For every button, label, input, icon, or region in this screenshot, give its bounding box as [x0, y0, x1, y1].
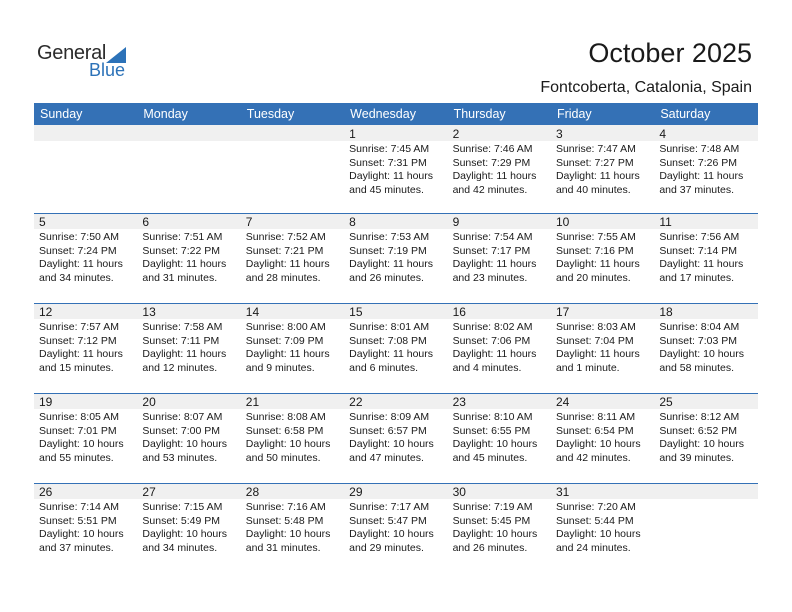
- sunrise-text: Sunrise: 8:07 AM: [142, 411, 223, 423]
- sunset-text: Sunset: 7:21 PM: [245, 244, 324, 257]
- empty-day-cell: [654, 483, 757, 555]
- daylight-text: Daylight: 10 hours: [39, 438, 124, 450]
- day-info: [556, 501, 654, 555]
- day-number: 3: [555, 127, 563, 141]
- day-number: 10: [555, 215, 570, 229]
- day-number: 17: [555, 305, 570, 319]
- daylight-text: Daylight: 10 hours: [245, 438, 331, 450]
- daylight-minutes-text: and 40 minutes.: [555, 183, 631, 196]
- sunrise-text: Sunrise: 7:45 AM: [349, 143, 430, 155]
- daylight-minutes-text: and 26 minutes.: [349, 271, 424, 284]
- daylight-text: Daylight: 10 hours: [555, 528, 641, 540]
- sunrise-text: Sunrise: 7:58 AM: [142, 321, 223, 333]
- day-info: [453, 411, 551, 465]
- daylight-text: Daylight: 11 hours: [555, 258, 640, 270]
- sunset-text: Sunset: 6:54 PM: [555, 424, 634, 437]
- daylight-text: Daylight: 10 hours: [452, 528, 538, 540]
- daylight-minutes-text: and 20 minutes.: [555, 271, 631, 284]
- daylight-text: Daylight: 10 hours: [142, 528, 228, 540]
- day-number: 6: [142, 215, 150, 229]
- sunrise-text: Sunrise: 7:51 AM: [142, 231, 223, 243]
- daylight-text: Daylight: 11 hours: [452, 258, 537, 270]
- sunrise-text: Sunrise: 8:02 AM: [452, 321, 533, 333]
- day-cell: [448, 125, 551, 197]
- sunrise-text: Sunrise: 7:16 AM: [245, 501, 326, 513]
- day-info: [39, 411, 137, 465]
- day-info: [246, 231, 344, 285]
- day-number: 25: [659, 395, 673, 409]
- day-number: 23: [452, 395, 466, 409]
- sunset-text: Sunset: 5:45 PM: [452, 514, 531, 527]
- day-number: 8: [349, 215, 356, 229]
- daylight-minutes-text: and 45 minutes.: [349, 183, 424, 196]
- day-number: 16: [452, 305, 466, 319]
- sunrise-text: Sunrise: 8:08 AM: [245, 411, 326, 423]
- daylight-text: Daylight: 10 hours: [349, 528, 434, 540]
- day-number: 21: [245, 395, 260, 409]
- day-cell: [344, 213, 447, 285]
- day-info: [453, 501, 551, 555]
- empty-day-cell: [34, 125, 137, 197]
- day-info: [453, 231, 551, 285]
- daylight-text: Daylight: 10 hours: [349, 438, 434, 450]
- sunrise-text: Sunrise: 7:50 AM: [39, 231, 119, 243]
- week-row: [34, 125, 758, 213]
- sunrise-text: Sunrise: 7:54 AM: [452, 231, 533, 243]
- sunrise-text: Sunrise: 8:04 AM: [659, 321, 740, 333]
- daylight-text: Daylight: 11 hours: [555, 348, 640, 360]
- day-cell: [34, 213, 137, 285]
- sunrise-text: Sunrise: 7:48 AM: [659, 143, 740, 155]
- day-number: 27: [142, 485, 156, 499]
- daylight-text: Daylight: 11 hours: [659, 258, 744, 270]
- daylight-minutes-text: and 39 minutes.: [659, 451, 735, 464]
- empty-day-cell: [137, 125, 240, 197]
- day-number: 24: [555, 395, 570, 409]
- daylight-text: Daylight: 11 hours: [349, 258, 434, 270]
- day-number: 15: [349, 305, 363, 319]
- calendar: [34, 103, 758, 573]
- sunset-text: Sunset: 7:01 PM: [39, 424, 117, 437]
- day-info: [349, 501, 447, 555]
- day-info: [246, 321, 344, 375]
- daylight-minutes-text: and 23 minutes.: [452, 271, 528, 284]
- day-info: [659, 231, 757, 285]
- daylight-text: Daylight: 11 hours: [245, 258, 330, 270]
- daylight-minutes-text: and 42 minutes.: [555, 451, 631, 464]
- day-info: [349, 231, 447, 285]
- weekday-sunday: Sunday: [40, 107, 83, 121]
- day-number: 31: [555, 485, 570, 499]
- sunrise-text: Sunrise: 7:53 AM: [349, 231, 430, 243]
- day-cell: [448, 393, 551, 465]
- location-subtitle: Fontcoberta, Catalonia, Spain: [540, 79, 752, 96]
- day-cell: [654, 125, 757, 197]
- sunrise-text: Sunrise: 7:56 AM: [659, 231, 740, 243]
- day-cell: [137, 213, 240, 285]
- day-info: [39, 501, 137, 555]
- daylight-minutes-text: and 1 minute.: [555, 361, 620, 374]
- daylight-minutes-text: and 9 minutes.: [245, 361, 315, 374]
- sunrise-text: Sunrise: 8:00 AM: [245, 321, 326, 333]
- day-cell: [551, 393, 654, 465]
- day-info: [39, 321, 137, 375]
- day-cell: [344, 483, 447, 555]
- daylight-minutes-text: and 55 minutes.: [39, 451, 114, 464]
- week-row: [34, 483, 758, 573]
- daylight-text: Daylight: 11 hours: [39, 348, 123, 360]
- day-info: [659, 143, 757, 197]
- daylight-minutes-text: and 24 minutes.: [555, 541, 631, 554]
- day-info: [142, 411, 240, 465]
- day-number: 28: [245, 485, 260, 499]
- day-cell: [241, 303, 344, 375]
- daylight-minutes-text: and 42 minutes.: [452, 183, 528, 196]
- day-info: [142, 321, 240, 375]
- week-cells: [34, 483, 758, 555]
- daylight-minutes-text: and 26 minutes.: [452, 541, 528, 554]
- week-cells: [34, 303, 758, 375]
- day-number: 4: [659, 127, 667, 141]
- daylight-minutes-text: and 31 minutes.: [245, 541, 321, 554]
- daylight-text: Daylight: 11 hours: [452, 170, 537, 182]
- week-row: [34, 213, 758, 303]
- sunrise-text: Sunrise: 7:14 AM: [39, 501, 119, 513]
- daylight-minutes-text: and 53 minutes.: [142, 451, 218, 464]
- sunset-text: Sunset: 6:55 PM: [452, 424, 531, 437]
- daylight-minutes-text: and 45 minutes.: [452, 451, 528, 464]
- weeks-container: [34, 125, 758, 573]
- sunrise-text: Sunrise: 7:19 AM: [452, 501, 533, 513]
- daylight-minutes-text: and 6 minutes.: [349, 361, 419, 374]
- daylight-minutes-text: and 17 minutes.: [659, 271, 735, 284]
- sunset-text: Sunset: 7:22 PM: [142, 244, 221, 257]
- day-info: [349, 143, 447, 197]
- sunset-text: Sunset: 7:19 PM: [349, 244, 427, 257]
- sunrise-text: Sunrise: 7:46 AM: [452, 143, 533, 155]
- sunrise-text: Sunrise: 7:20 AM: [555, 501, 636, 513]
- day-number: 12: [39, 305, 53, 319]
- daylight-minutes-text: and 12 minutes.: [142, 361, 218, 374]
- day-cell: [551, 213, 654, 285]
- sunrise-text: Sunrise: 8:03 AM: [555, 321, 636, 333]
- day-info: [39, 231, 137, 285]
- day-number: 11: [659, 215, 672, 229]
- day-info: [556, 143, 654, 197]
- sunrise-text: Sunrise: 8:12 AM: [659, 411, 740, 423]
- logo-general-text: General: [37, 42, 107, 64]
- sunset-text: Sunset: 7:16 PM: [555, 244, 634, 257]
- sunset-text: Sunset: 7:26 PM: [659, 156, 737, 169]
- weekday-friday: Friday: [556, 107, 592, 121]
- day-cell: [344, 125, 447, 197]
- daylight-minutes-text: and 15 minutes.: [39, 361, 114, 374]
- sunset-text: Sunset: 6:58 PM: [245, 424, 324, 437]
- daylight-text: Daylight: 10 hours: [142, 438, 228, 450]
- daylight-minutes-text: and 29 minutes.: [349, 541, 424, 554]
- day-cell: [551, 483, 654, 555]
- day-cell: [137, 393, 240, 465]
- daylight-minutes-text: and 47 minutes.: [349, 451, 424, 464]
- page-title: October 2025: [588, 38, 752, 68]
- sunrise-text: Sunrise: 8:01 AM: [349, 321, 430, 333]
- sunset-text: Sunset: 7:27 PM: [555, 156, 634, 169]
- day-cell: [34, 303, 137, 375]
- day-number: 14: [245, 305, 260, 319]
- sunset-text: Sunset: 7:09 PM: [245, 334, 324, 347]
- sunset-text: Sunset: 5:49 PM: [142, 514, 221, 527]
- sunrise-text: Sunrise: 8:11 AM: [555, 411, 636, 423]
- daylight-text: Daylight: 11 hours: [39, 258, 123, 270]
- day-cell: [654, 213, 757, 285]
- sunset-text: Sunset: 7:11 PM: [142, 334, 220, 347]
- day-cell: [34, 483, 137, 555]
- day-number: 13: [142, 305, 156, 319]
- sunset-text: Sunset: 7:04 PM: [555, 334, 634, 347]
- daylight-text: Daylight: 11 hours: [349, 170, 434, 182]
- day-cell: [654, 303, 757, 375]
- weekday-header: [34, 103, 758, 125]
- sunrise-text: Sunrise: 7:15 AM: [142, 501, 223, 513]
- day-cell: [344, 393, 447, 465]
- day-info: [349, 321, 447, 375]
- day-number: 9: [452, 215, 460, 229]
- day-number: 19: [39, 395, 53, 409]
- daylight-text: Daylight: 10 hours: [555, 438, 641, 450]
- sunset-text: Sunset: 7:24 PM: [39, 244, 117, 257]
- day-cell: [448, 213, 551, 285]
- day-cell: [34, 393, 137, 465]
- day-info: [349, 411, 447, 465]
- sunset-text: Sunset: 7:03 PM: [659, 334, 737, 347]
- sunrise-text: Sunrise: 7:52 AM: [245, 231, 326, 243]
- day-number: 30: [452, 485, 466, 499]
- sunrise-text: Sunrise: 8:05 AM: [39, 411, 119, 423]
- logo: [37, 42, 137, 82]
- day-info: [246, 501, 344, 555]
- day-number: 29: [349, 485, 363, 499]
- daylight-minutes-text: and 50 minutes.: [245, 451, 321, 464]
- day-number: 22: [349, 395, 363, 409]
- daylight-text: Daylight: 11 hours: [245, 348, 330, 360]
- week-cells: [34, 213, 758, 285]
- day-number: 26: [39, 485, 53, 499]
- daylight-minutes-text: and 34 minutes.: [39, 271, 114, 284]
- sunrise-text: Sunrise: 8:09 AM: [349, 411, 430, 423]
- day-info: [556, 231, 654, 285]
- day-info: [556, 321, 654, 375]
- daylight-text: Daylight: 10 hours: [452, 438, 538, 450]
- sunset-text: Sunset: 5:48 PM: [245, 514, 324, 527]
- daylight-minutes-text: and 28 minutes.: [245, 271, 321, 284]
- day-info: [142, 231, 240, 285]
- sunrise-text: Sunrise: 8:10 AM: [452, 411, 533, 423]
- day-number: 2: [452, 127, 460, 141]
- daylight-text: Daylight: 11 hours: [142, 258, 227, 270]
- day-info: [142, 501, 240, 555]
- day-number: 7: [245, 215, 253, 229]
- day-cell: [448, 303, 551, 375]
- sunset-text: Sunset: 5:47 PM: [349, 514, 427, 527]
- day-cell: [137, 483, 240, 555]
- day-cell: [551, 303, 654, 375]
- sunset-text: Sunset: 7:08 PM: [349, 334, 427, 347]
- daylight-text: Daylight: 11 hours: [555, 170, 640, 182]
- sunrise-text: Sunrise: 7:57 AM: [39, 321, 119, 333]
- daylight-text: Daylight: 10 hours: [659, 348, 744, 360]
- day-cell: [241, 393, 344, 465]
- day-cell: [137, 303, 240, 375]
- daylight-text: Daylight: 11 hours: [142, 348, 227, 360]
- day-number: 18: [659, 305, 673, 319]
- week-cells: [34, 393, 758, 465]
- sunset-text: Sunset: 7:29 PM: [452, 156, 531, 169]
- day-info: [659, 321, 757, 375]
- daylight-text: Daylight: 10 hours: [659, 438, 744, 450]
- day-cell: [654, 393, 757, 465]
- day-info: [453, 321, 551, 375]
- daylight-text: Daylight: 11 hours: [659, 170, 744, 182]
- day-info: [246, 411, 344, 465]
- day-info: [556, 411, 654, 465]
- daylight-minutes-text: and 4 minutes.: [452, 361, 522, 374]
- week-row: [34, 303, 758, 393]
- daylight-minutes-text: and 31 minutes.: [142, 271, 218, 284]
- week-cells: [34, 125, 758, 197]
- sunrise-text: Sunrise: 7:47 AM: [555, 143, 636, 155]
- sunset-text: Sunset: 7:12 PM: [39, 334, 117, 347]
- daylight-minutes-text: and 37 minutes.: [39, 541, 114, 554]
- day-cell: [241, 213, 344, 285]
- sunset-text: Sunset: 5:44 PM: [555, 514, 634, 527]
- sunset-text: Sunset: 7:14 PM: [659, 244, 737, 257]
- daylight-minutes-text: and 34 minutes.: [142, 541, 218, 554]
- day-cell: [241, 483, 344, 555]
- weekday-wednesday: Wednesday: [350, 107, 416, 121]
- sunset-text: Sunset: 6:57 PM: [349, 424, 427, 437]
- sunrise-text: Sunrise: 7:17 AM: [349, 501, 430, 513]
- day-cell: [448, 483, 551, 555]
- daylight-text: Daylight: 11 hours: [452, 348, 537, 360]
- day-number: 1: [349, 127, 356, 141]
- day-number: 5: [39, 215, 46, 229]
- sunset-text: Sunset: 6:52 PM: [659, 424, 737, 437]
- sunset-text: Sunset: 7:06 PM: [452, 334, 531, 347]
- week-row: [34, 393, 758, 483]
- daylight-minutes-text: and 37 minutes.: [659, 183, 735, 196]
- sunset-text: Sunset: 5:51 PM: [39, 514, 117, 527]
- day-info: [659, 411, 757, 465]
- day-cell: [344, 303, 447, 375]
- sunset-text: Sunset: 7:00 PM: [142, 424, 221, 437]
- sunset-text: Sunset: 7:31 PM: [349, 156, 427, 169]
- daylight-text: Daylight: 10 hours: [245, 528, 331, 540]
- weekday-monday: Monday: [143, 107, 188, 121]
- weekday-saturday: Saturday: [660, 107, 711, 121]
- day-number: 20: [142, 395, 156, 409]
- logo-blue-text: Blue: [89, 60, 126, 80]
- day-info: [453, 143, 551, 197]
- day-cell: [551, 125, 654, 197]
- sunrise-text: Sunrise: 7:55 AM: [555, 231, 636, 243]
- daylight-text: Daylight: 10 hours: [39, 528, 124, 540]
- daylight-minutes-text: and 58 minutes.: [659, 361, 735, 374]
- daylight-text: Daylight: 11 hours: [349, 348, 434, 360]
- empty-day-cell: [241, 125, 344, 197]
- weekday-tuesday: Tuesday: [246, 107, 295, 121]
- weekday-thursday: Thursday: [453, 107, 506, 121]
- sunset-text: Sunset: 7:17 PM: [452, 244, 531, 257]
